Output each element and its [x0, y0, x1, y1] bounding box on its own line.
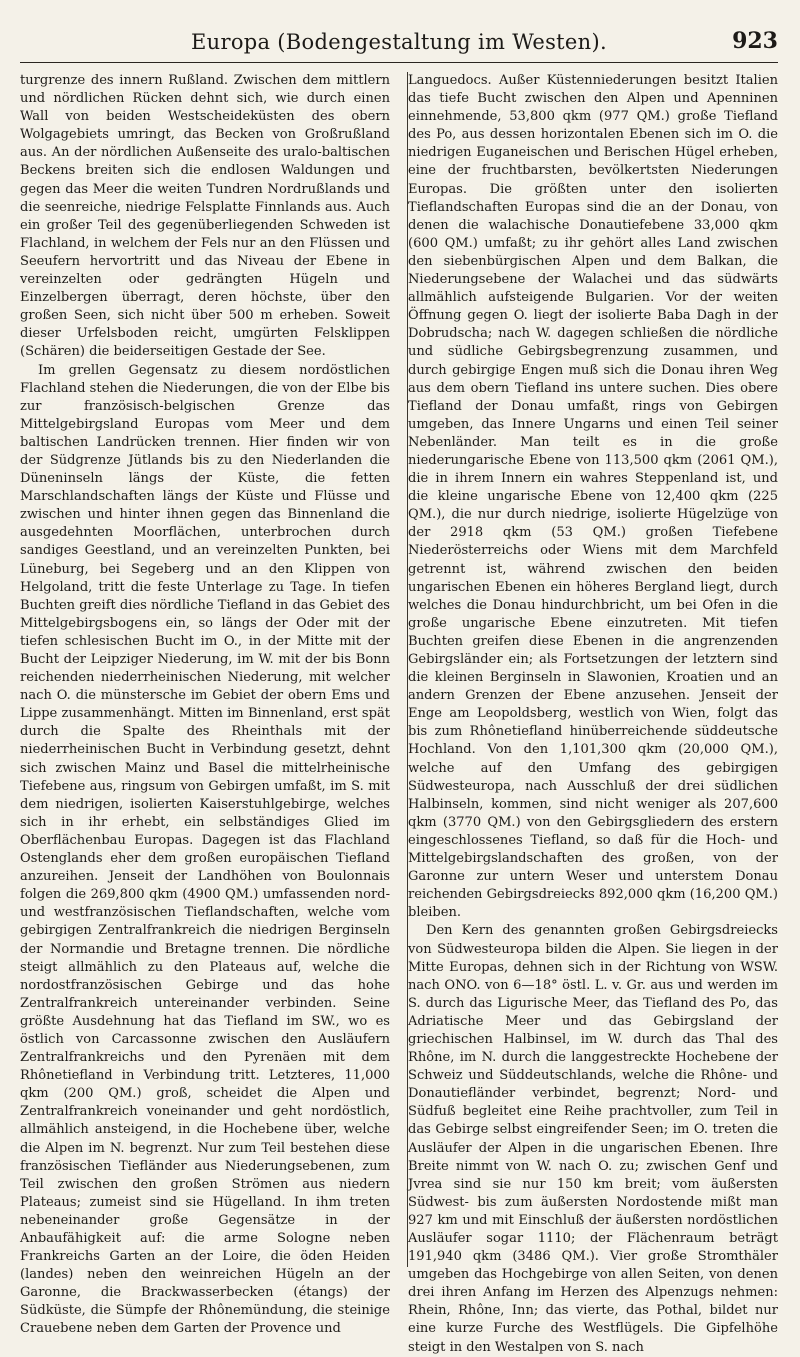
two-column-body: [20, 72, 778, 1355]
running-title: Europa (Bodengestaltung im Westen).: [191, 30, 607, 54]
header-rule: [20, 62, 778, 63]
page-header: [20, 22, 778, 64]
paragraph: turgrenze des innern Rußland. Zwischen dem mittlern und nördlichen Rücken dehnt sich, wie durch einen Wall von beiden Westscheideküsten des obern Wolgagebiets umringt, das Becken von Großrußland aus. An der nördlichen Außenseite des uralo-baltischen Beckens breiten sich die endlosen Waldungen und gegen das Meer die weiten Tundren Nordrußlands und die seenreiche, niedrige Felsplatte Finnlands aus. Auch ein großer Teil des gegenüberliegenden Schweden ist Flachland, in welchem der Fels nur an den Flüssen und Seeufern hervortritt und das Niveau der Ebene in vereinzelten oder gedrängten Hügeln und Einzelbergen überragt, deren höchste, über den großen Seen, sich nicht über 500 m erheben. Soweit dieser Urfelsboden reicht, umgürten Felsklippen (Schären) die beiderseitigen Gestade der See.: [20, 73, 390, 360]
paragraph: Den Kern des genannten großen Gebirgsdreiecks von Südwesteuropa bilden die Alpen. Sie liegen in der Mitte Europas, dehnen sich in der Richtung von WSW. nach ONO. von 6—18° östl. L. v. Gr. aus und werden im S. durch das Ligurische Meer, das Tiefland des Po, das Adriatische Meer und das Gebirgsland der griechischen Halbinsel, im W. durch das Thal des Rhône, im N. durch die langgestreckte Hochebene der Schweiz und Süddeutschlands, welche die Rhône- und Donautiefländer verbindet, begrenzt; Nord- und Südfuß begleitet eine Reihe prachtvoller, zum Teil in das Gebirge selbst eingreifender Seen; im O. treten die Ausläufer der Alpen in die ungarischen Ebenen. Ihre Breite nimmt von W. nach O. zu; zwischen Genf und Jvrea sind sie nur 150 km breit; vom äußersten Südwest- bis zum äußersten Nordostende mißt man 927 km und mit Einschluß der äußersten nordöstlichen Ausläufer sogar 1110; der Flächenraum beträgt 191,940 qkm (3486 QM.). Vier große Stromthäler umgeben das Hochgebirge von allen Seiten, von denen drei ihren Anfang im Herzen des Alpenzugs nehmen: Rhein, Rhône, Inn; das vierte, das Pothal, bildet nur eine kurze Furche des Westflügels. Die Gipfelhöhe steigt in den Westalpen von S. nach: [408, 923, 778, 1355]
paragraph: Languedocs. Außer Küstenniederungen besitzt Italien das tiefe Bucht zwischen den Alpen und Apenninen einnehmende, 53,800 qkm (977 QM.) große Tiefland des Po, aus dessen horizontalen Ebenen sich im O. die niedrigen Euganeischen und Berischen Hügel erheben, eine der fruchtbarsten, bevölkertsten Niederungen Europas. Die größten unter den isolierten Tieflandschaften Europas sind die an der Donau, von denen die walachische Donautiefebene 33,000 qkm (600 QM.) umfaßt; zu ihr gehört alles Land zwischen den siebenbürgischen Alpen und dem Balkan, die Niederungsebene der Walachei und das südwärts allmählich aufsteigende Bulgarien. Vor der weiten Öffnung gegen O. liegt der isolierte Baba Dagh in der Dobrudscha; nach W. dagegen schließen die nördliche und südliche Gebirgsbegrenzung zusammen, und durch gebirgige Engen muß sich die Donau ihren Weg aus dem obern Tiefland ins untere suchen. Dies obere Tiefland der Donau umfaßt, rings von Gebirgen umgeben, das Innere Ungarns und einen Teil seiner Nebenländer. Man teilt es in die große niederungarische Ebene von 113,500 qkm (2061 QM.), die in ihrem Innern ein wahres Steppenland ist, und die kleine ungarische Ebene von 12,400 qkm (225 QM.), die nur durch niedrige, isolierte Hügelzüge von der 2918 qkm (53 QM.) großen Tiefebene Niederösterreichs oder Wiens mit dem Marchfeld getrennt ist, während zwischen den beiden ungarischen Ebenen ein höheres Bergland liegt, durch welches die Donau hindurchbricht, um bei Ofen in die große ungarische Ebene einzutreten. Mit tiefen Buchten greifen diese Ebenen in die angrenzenden Gebirgsländer ein; als Fortsetzungen der letztern sind die kleinen Berginseln in Slawonien, Kroatien und an andern Grenzen der Ebene anzusehen. Jenseit der Enge am Leopoldsberg, westlich von Wien, folgt das bis zum Rhônetiefland hinüberreichende süddeutsche Hochland. Von den 1,101,300 qkm (20,000 QM.), welche auf den Umfang des gebirgigen Südwesteuropa, nach Ausschluß der drei südlichen Halbinseln, kommen, sind nicht weniger als 207,600 qkm (3770 QM.) von den Gebirgsgliedern des erstern eingeschlossenes Tiefland, so daß für die Hoch- und Mittelgebirgslandschaften des großen, von der Garonne zur untern Weser und unterstem Donau reichenden Gebirgsdreiecks 892,000 qkm (16,200 QM.) bleiben.: [408, 73, 778, 921]
paragraph: Im grellen Gegensatz zu diesem nordöstlichen Flachland stehen die Niederungen, die von der Elbe bis zur französisch-belgischen Grenze das Mittelgebirgsland Europas vom Meer und dem baltischen Landrücken trennen. Hier finden wir von der Südgrenze Jütlands bis zu den Niederlanden die Düneninseln längs der Küste, die fetten Marschlandschaften längs der Küste und Flüsse und zwischen und hinter ihnen gegen das Binnenland die ausgedehnten Moorflächen, unterbrochen durch sandiges Geestland, und an vereinzelten Punkten, bei Lüneburg, bei Segeberg und an den Klippen von Helgoland, tritt die feste Unterlage zu Tage. In tiefen Buchten greift dies nördliche Tiefland in das Gebiet des Mittelgebirgsbogens ein, so längs der Oder mit der tiefen schlesischen Bucht im O., in der Mitte mit der Bucht der Leipziger Niederung, im W. mit der bis Bonn reichenden niederrheinischen Niederung, mit welcher nach O. die münstersche im Gebiet der obern Ems und Lippe zusammenhängt. Mitten im Binnenland, erst spät durch die Spalte des Rheinthals mit der niederrheinischen Bucht in Verbindung gesetzt, dehnt sich zwischen Mainz und Basel die mittelrheinische Tiefebene aus, ringsum von Gebirgen umfaßt, im S. mit dem niedrigen, isolierten Kaiserstuhlgebirge, welches sich in ihr erhebt, ein selbständiges Glied im Oberflächenbau Europas. Dagegen ist das Flachland Ostenglands eher dem großen europäischen Tiefland anzureihen. Jenseit der Landhöhen von Boulonnais folgen die 269,800 qkm (4900 QM.) umfassenden nord- und westfranzösischen Tieflandschaften, welche vom gebirgigen Zentralfrankreich die niedrigen Berginseln der Normandie und Bretagne trennen. Die nördliche steigt allmählich zu den Plateaus auf, welche die nordostfranzösischen Gebirge und das hohe Zentralfrankreich untereinander verbinden. Seine größte Ausdehnung hat das Tiefland im SW., wo es östlich von Carcassonne zwischen den Ausläufern Zentralfrankreichs und den Pyrenäen mit dem Rhônetiefland in Verbindung tritt. Letzteres, 11,000 qkm (200 QM.) groß, scheidet die Alpen und Zentralfrankreich voneinander und geht nordöstlich, allmählich ansteigend, in die Hochebene über, welche die Alpen im N. begrenzt. Nur zum Teil bestehen diese französischen Tiefländer aus Niederungsebenen, zum Teil zwischen den großen Strömen aus niedern Plateaus; zumeist sind sie Hügelland. In ihm treten nebeneinander große Gegensätze in der Anbaufähigkeit auf: die arme Sologne neben Frankreichs Garten an der Loire, die öden Heiden (landes) neben den weinreichen Hügeln an der Garonne, die Brackwasserbecken (étangs) der Südküste, die Sümpfe der Rhônemündung, die steinige Crauebene neben dem Garten der Provence und: [20, 362, 390, 1337]
left-column: [20, 72, 390, 1337]
right-column: [408, 72, 778, 1355]
page-number: 923: [732, 28, 778, 54]
column-divider: [407, 72, 408, 1267]
